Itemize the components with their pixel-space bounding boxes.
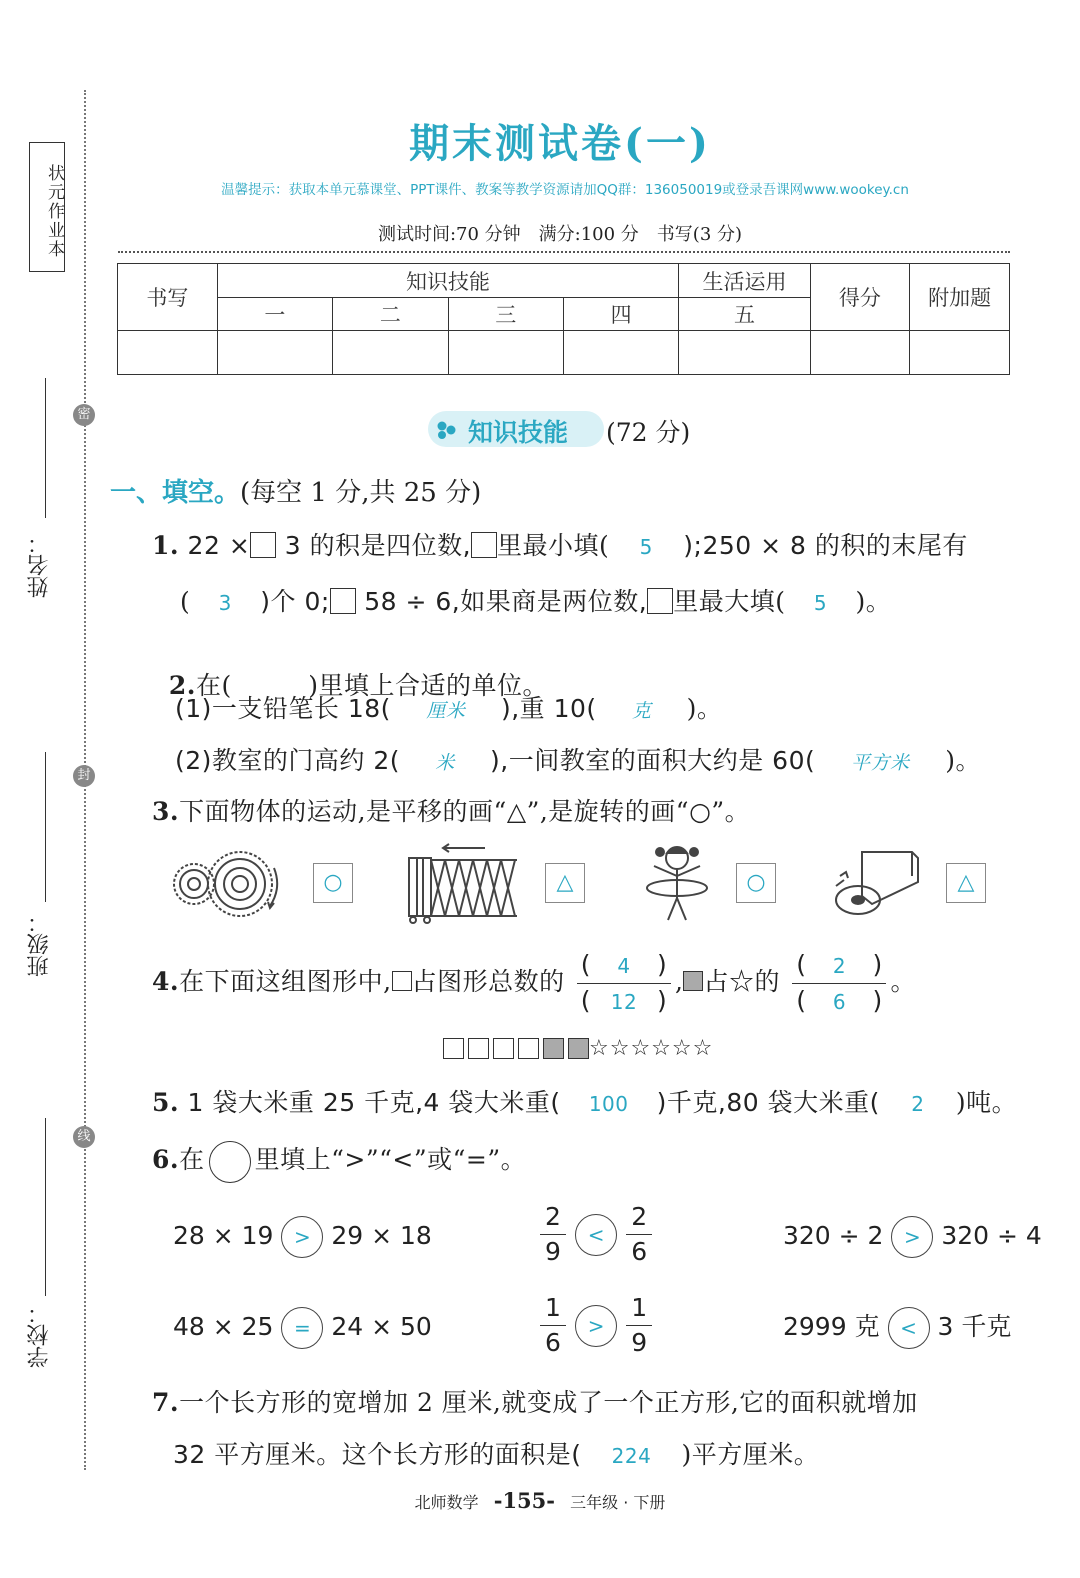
section-title: 知识技能 <box>468 418 569 447</box>
seal-mi: 密 <box>73 404 95 426</box>
hula-hoop-girl-icon <box>640 842 715 924</box>
q6-item-3: 320 ÷ 2 > 320 ÷ 4 <box>783 1216 1042 1258</box>
score-cell[interactable] <box>333 331 448 375</box>
q4-answer-1-denominator[interactable]: 12 <box>610 990 638 1014</box>
col-3: 三 <box>448 298 563 331</box>
sliding-gate-icon <box>405 842 520 924</box>
score-header: 得分 <box>810 264 910 331</box>
q3-answer-box-2[interactable]: △ <box>545 863 585 903</box>
q3-answer-box-3[interactable]: ○ <box>736 863 776 903</box>
blank-square <box>330 588 356 614</box>
q4-shape-row <box>443 1036 713 1061</box>
seal-feng: 封 <box>73 765 95 787</box>
q6-item-2: $\frac{2}{9}$ < $\frac{2}{6}$ <box>540 1200 652 1269</box>
gray-square-icon <box>683 971 703 991</box>
q1-line1: 1. 22 × 3 的积是四位数, 里最小填( 5 );250 × 8 的积的末尾有 <box>152 531 968 560</box>
q5-answer-1[interactable]: 100 <box>588 1092 629 1116</box>
dots-icon <box>436 420 456 440</box>
q1-answer-1[interactable]: 5 <box>639 535 653 559</box>
life-header: 生活运用 <box>679 264 810 298</box>
score-cell[interactable] <box>910 331 1010 375</box>
class-label: 班级： <box>27 911 52 977</box>
q6-item-6: 2999 克 < 3 千克 <box>783 1307 1011 1349</box>
workbook-label-box <box>29 142 65 272</box>
q6-answer-4[interactable]: = <box>281 1307 323 1349</box>
q2-sub2: (2)教室的门高约 2( 米 ),一间教室的面积大约是 60( 平方米 )。 <box>175 746 982 775</box>
q2-sub1: (1)一支铅笔长 18( 厘米 ),重 10( 克 )。 <box>175 694 723 723</box>
part1-note: (每空 1 分,共 25 分) <box>240 478 482 508</box>
part1-heading <box>110 472 481 509</box>
page-number: -155- <box>493 1488 556 1513</box>
blank-square-icon <box>392 971 412 991</box>
q6-item-1: 28 × 19 > 29 × 18 <box>173 1216 432 1258</box>
q6-answer-3[interactable]: > <box>891 1216 933 1258</box>
q6-answer-6[interactable]: < <box>888 1307 930 1349</box>
q6-answer-2[interactable]: < <box>575 1214 617 1256</box>
col-4: 四 <box>563 298 678 331</box>
school-label: 学校： <box>27 1302 52 1368</box>
seal-xian: 线 <box>73 1126 95 1148</box>
q2-line: 2.在( )里填上合适的单位。 <box>168 671 549 700</box>
resource-notice: 温馨提示：获取本单元慕课堂、PPT课件、教案等教学资源请加QQ群：136050019或登录吾课网www.wookey.cn <box>221 182 909 198</box>
gears-icon <box>170 848 285 920</box>
blank-square <box>647 588 673 614</box>
footer <box>340 1488 740 1513</box>
score-cell[interactable] <box>217 331 332 375</box>
footer-grade: 三年级 · 下册 <box>570 1493 666 1512</box>
name-label: 姓名： <box>27 532 52 598</box>
q2-answer-3[interactable]: 米 <box>435 752 455 774</box>
cd-drive-icon <box>832 846 922 922</box>
q2-answer-4[interactable]: 平方米 <box>850 752 910 774</box>
q6-line: 6.在 里填上“>”“<”或“=”。 <box>152 1140 526 1183</box>
q3-line: 3.下面物体的运动,是平移的画“△”,是旋转的画“○”。 <box>152 797 751 826</box>
q6-item-5: $\frac{1}{6}$ > $\frac{1}{9}$ <box>540 1291 652 1360</box>
writing-header: 书写 <box>118 264 218 331</box>
score-cell[interactable] <box>810 331 910 375</box>
header-divider <box>118 251 1010 253</box>
q4-fraction-2: $\frac{( 2 )}{( 6 )}$ <box>792 948 886 1019</box>
score-cell[interactable] <box>118 331 218 375</box>
q4-fraction-1: $\frac{( 4 )}{( 12 )}$ <box>577 948 671 1019</box>
q5-answer-2[interactable]: 2 <box>911 1092 925 1116</box>
q6-answer-1[interactable]: > <box>281 1216 323 1258</box>
score-cell[interactable] <box>563 331 678 375</box>
q4-answer-2-denominator[interactable]: 6 <box>832 990 847 1014</box>
blank-circle-icon <box>209 1141 251 1183</box>
blank-square <box>471 532 497 558</box>
star-shapes: ☆☆☆☆☆☆ <box>589 1036 714 1061</box>
q2-answer-2[interactable]: 克 <box>631 700 652 722</box>
section-banner <box>428 411 604 447</box>
q6-answer-5[interactable]: > <box>575 1305 617 1347</box>
test-info: 测试时间:70 分钟 满分:100 分 书写(3 分) <box>377 224 743 245</box>
footer-subject: 北师数学 <box>414 1493 479 1512</box>
q6-item-4: 48 × 25 = 24 × 50 <box>173 1307 432 1349</box>
knowledge-header: 知识技能 <box>217 264 679 298</box>
q4-line: 4.在下面这组图形中, 占图形总数的 $\frac{( 4 )}{( 12 )}$ , 占☆的 $\frac{( 2 )}{( 6 )}$ 。 <box>152 946 916 1019</box>
q7-line2: 32 平方厘米。这个长方形的面积是( 224 )平方厘米。 <box>173 1440 820 1469</box>
q7-answer[interactable]: 224 <box>611 1444 652 1468</box>
col-5: 五 <box>679 298 810 331</box>
q3-answer-box-1[interactable]: ○ <box>313 863 353 903</box>
section-points: (72 分) <box>606 418 691 447</box>
q1-line2: ( 3 )个 0; 58 ÷ 6,如果商是两位数, 里最大填( 5 )。 <box>180 587 892 616</box>
score-cell[interactable] <box>448 331 563 375</box>
extra-header: 附加题 <box>910 264 1010 331</box>
q5-line: 5. 1 袋大米重 25 千克,4 袋大米重( 100 )千克,80 袋大米重( 2 )吨。 <box>152 1088 1018 1117</box>
score-table <box>117 263 1010 375</box>
part1-title: 一、填空。 <box>110 478 241 508</box>
workbook-label: 状元作业本 <box>44 163 64 259</box>
school-field[interactable] <box>22 1118 52 1368</box>
q1-answer-2[interactable]: 3 <box>218 591 232 615</box>
q2-answer-1[interactable]: 厘米 <box>426 700 466 722</box>
name-field[interactable] <box>22 378 52 598</box>
q4-answer-1-numerator[interactable]: 4 <box>617 954 631 978</box>
q3-answer-box-4[interactable]: △ <box>946 863 986 903</box>
q4-answer-2-numerator[interactable]: 2 <box>832 954 847 978</box>
blank-square <box>250 532 276 558</box>
page-title: 期末测试卷(一) <box>409 120 711 167</box>
score-cell[interactable] <box>679 331 810 375</box>
col-2: 二 <box>333 298 448 331</box>
q7-line1: 7.一个长方形的宽增加 2 厘米,就变成了一个正方形,它的面积就增加 <box>152 1388 918 1417</box>
class-field[interactable] <box>22 752 52 977</box>
q1-answer-3[interactable]: 5 <box>813 591 828 615</box>
col-1: 一 <box>217 298 332 331</box>
